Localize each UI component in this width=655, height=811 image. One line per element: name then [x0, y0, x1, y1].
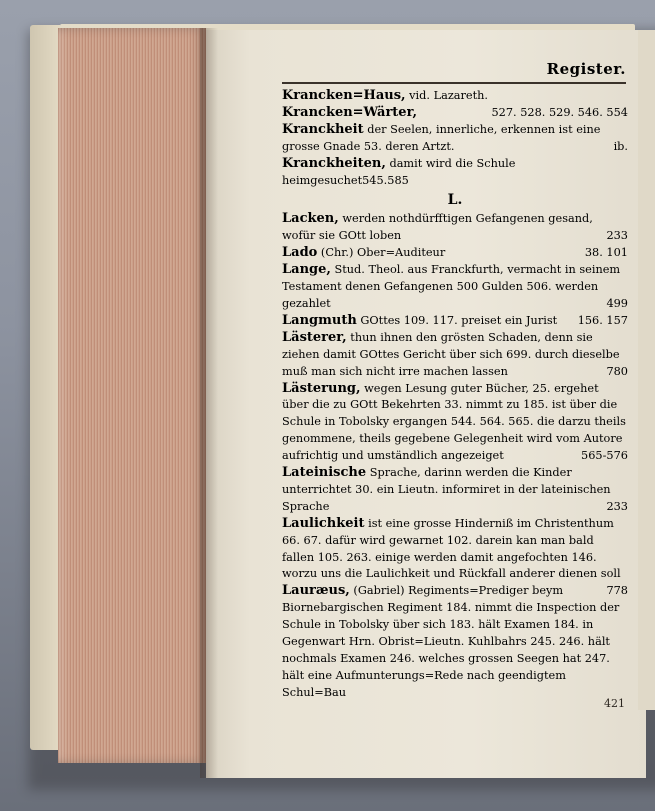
entry [282, 88, 628, 105]
entry-headword: Lacken, [282, 211, 339, 227]
entry [282, 105, 628, 122]
entry [282, 245, 628, 262]
section-letter: L. [447, 192, 463, 209]
entry-pages: 38. 101 [584, 246, 628, 260]
entry-pages: 565-576 [581, 449, 628, 463]
entry-text: vid. Lazareth. [405, 89, 488, 102]
entry-headword: Kranckheiten, [282, 155, 386, 171]
entry-pages: 527. 528. 529. 546. 554 [491, 105, 628, 119]
entry [282, 583, 628, 701]
register-entries [282, 88, 628, 702]
entry-text: werden nothdürfftigen Gefangenen gesand, wofür sie GOtt loben [282, 212, 593, 243]
entry-headword: Lange, [282, 262, 331, 278]
entry-headword: Krancken=Wärter, [282, 104, 418, 120]
entry-text: GOttes 109. 117. preiset ein Jurist [356, 313, 558, 327]
entry-headword: Laulichkeit [282, 515, 365, 531]
entry [282, 330, 628, 381]
entry-text: ist eine grosse Hinderniß im Christenthum 66. 67. dafür wird gewarnet 102. darein kan man bald fallen 105. 263. einige werden damit angefochten 146. worzu uns die Laulichkeit und Rückfall anderer dienen soll [282, 516, 621, 581]
entry-text: thun ihnen den grösten Schaden, denn sie ziehen damit GOttes Gericht über sich 699. durch dieselbe muß man sich nicht irre machen lassen [282, 330, 620, 378]
entry [282, 262, 628, 313]
entry-headword: Lado [282, 245, 318, 261]
entry-pages: 233 [606, 499, 628, 513]
book-cover [30, 25, 60, 750]
spine-shadow [200, 28, 218, 778]
entry-headword: Krancken=Haus, [282, 88, 406, 103]
running-head: Register. [546, 60, 626, 78]
entry [282, 381, 628, 466]
entry-headword: Lästerer, [282, 329, 347, 345]
entry-pages: 499 [606, 296, 628, 310]
entry-text: (Chr.) Ober=Auditeur [317, 246, 446, 260]
facing-page-edge [638, 30, 655, 710]
entry-pages: 545.585 [362, 173, 409, 187]
page-number: 421 [604, 697, 625, 710]
page-block-edges [58, 28, 206, 763]
entry [282, 122, 628, 156]
entry-headword: Lateinische [282, 465, 367, 481]
entry-text: damit wird die Schule heimgesuchet [282, 156, 516, 187]
entry-text: der Seelen, innerliche, erkennen ist eine grosse Gnade 53. deren Artzt. [282, 122, 601, 153]
entry-pages: 233 [606, 229, 628, 243]
entry-pages: 780 [606, 364, 628, 378]
entry [282, 465, 628, 516]
entry-headword: Lästerung, [282, 380, 361, 396]
entry-text: (Gabriel) Regiments=Prediger beym Biornebargischen Regiment 184. nimmt die Inspection der Schule in Tobolsky über sich 183. hält Examen 184. in Gegenwart Hrn. Obrist=Lieutn. Kuhlbahrs 245. 246. hält nochmals Examen 246. welches grossen Seegen hat 247. hält eine Aufmunterungs=Rede nach geendigtem Schul=Bau [282, 584, 620, 699]
entry [282, 156, 628, 190]
entry-text: wegen Lesung guter Bücher, 25. ergehet über die zu GOtt Bekehrten 33. nimmt zu 185. ist über die Schule in Tobolsky ergangen 544. 564. 565. die darzu theils genommene, theils gegebene Gelegenheit wird vom Autore aufrichtig und umständlich angezeiget [282, 381, 626, 463]
entry [282, 211, 628, 245]
entry-pages: ib. [613, 139, 628, 153]
entry-pages: 156. 157 [577, 313, 628, 327]
entry-headword: Langmuth [282, 312, 357, 328]
entry-pages: 778 [606, 584, 628, 598]
header-rule [282, 82, 626, 84]
entry-headword: Kranckheit [282, 121, 364, 137]
entry-text: Stud. Theol. aus Franckfurth, vermacht in seinem Testament denen Gefangenen 500 Gulden 506. werden gezahlet [282, 263, 621, 310]
entry-headword: Lauræus, [282, 583, 350, 599]
entry [282, 313, 628, 330]
entry-text: Sprache, darinn werden die Kinder unterrichtet 30. ein Lieutn. informiret in der lateinischen Sprache [282, 466, 611, 513]
